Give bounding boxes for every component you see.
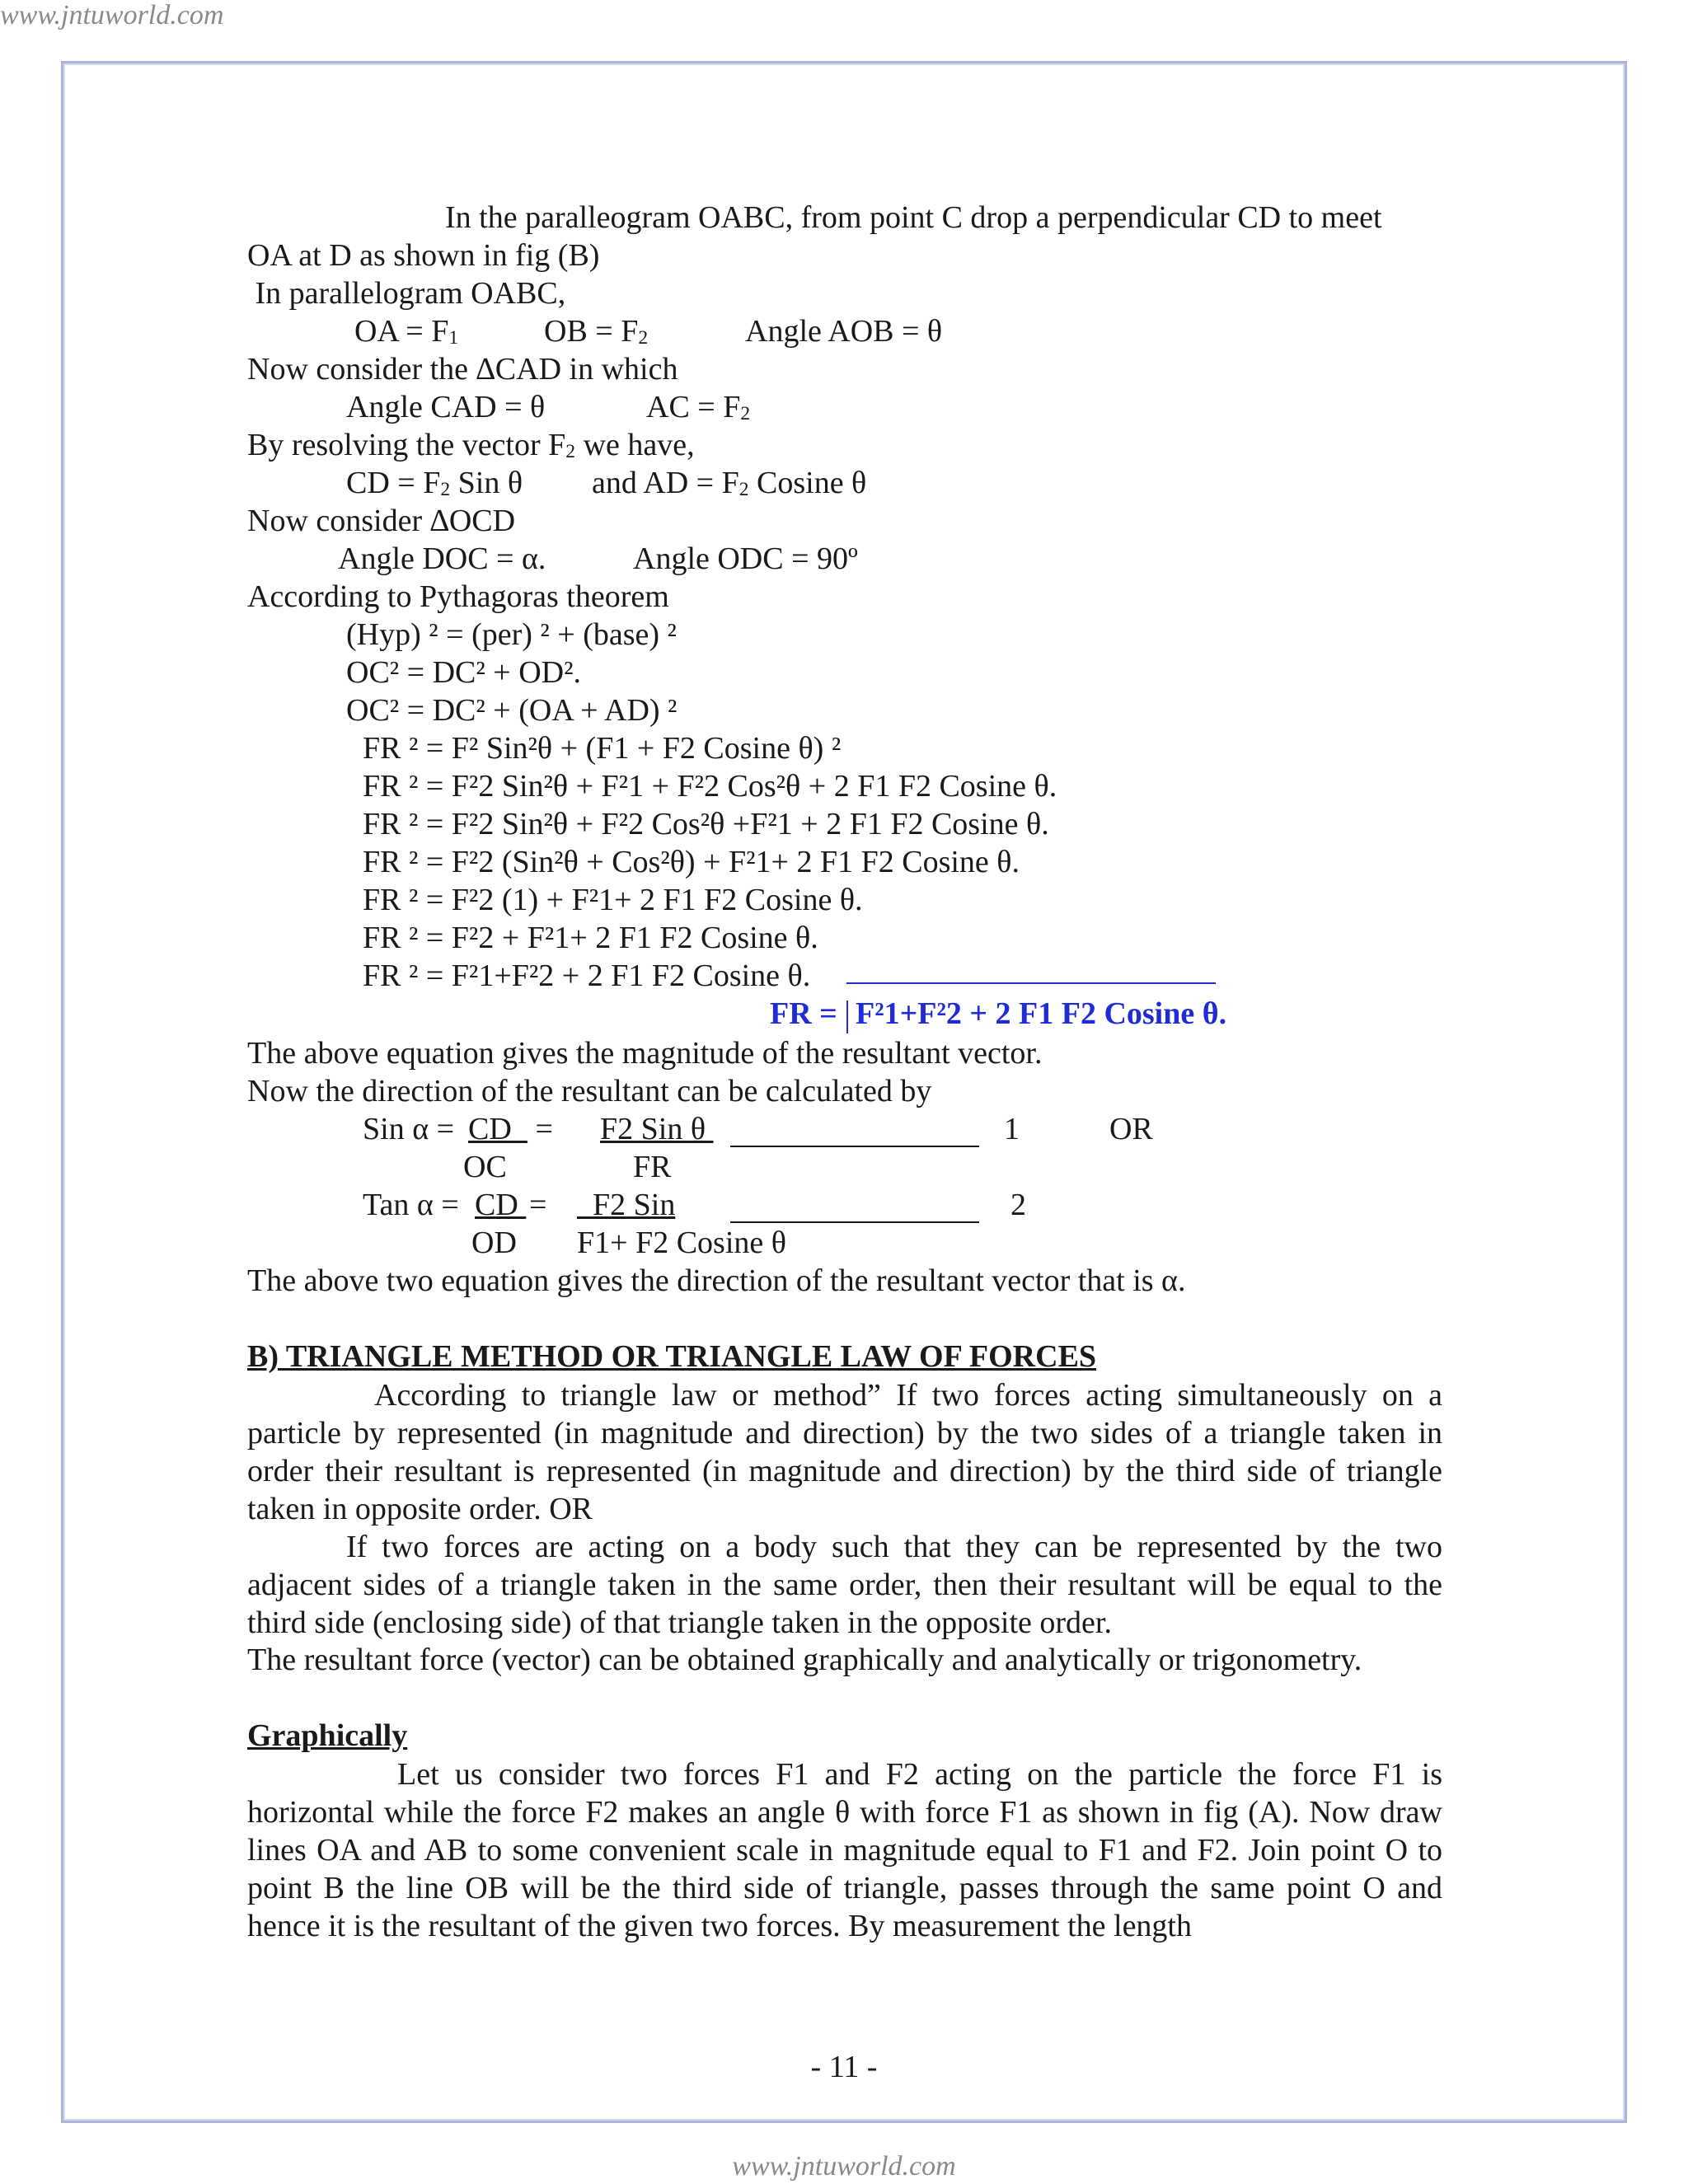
- intro-line-2: OA at D as shown in fig (B): [247, 238, 600, 273]
- oc-formula-2: OC² = DC² + (OA + AD) ²: [346, 693, 678, 728]
- angle-doc: Angle DOC = α.: [338, 541, 546, 576]
- tan-alpha-den2: F1+ F2 Cosine θ: [577, 1226, 786, 1260]
- angle-cad: Angle CAD = θ: [346, 390, 546, 424]
- fr-equation-1: FR ² = F² Sin²θ + (F1 + F2 Cosine θ) ²: [363, 731, 842, 766]
- cd-equation: CD = $F_2$ Sin θ: [346, 466, 523, 500]
- pythagoras-line: According to Pythagoras theorem: [247, 579, 669, 614]
- direction-text: Now the direction of the resultant can be calculated by: [247, 1074, 932, 1108]
- tan-alpha-num: CD: [475, 1188, 527, 1222]
- triangle-law-paragraph-2: If two forces are acting on a body such that they can be represented by the two adjacent sides of a triangle taken in the same order, then their resultant will be equal to the third side (enclosing side) of that triangle taken in the opposite order.: [247, 1530, 1442, 1640]
- sin-rule: [730, 1146, 979, 1147]
- result-lhs: FR =: [770, 996, 837, 1031]
- sin-alpha-eq: =: [528, 1112, 561, 1146]
- fr-equation-6: FR ² = F²2 + F²1+ 2 F1 F2 Cosine θ.: [363, 921, 818, 955]
- tan-alpha-eq: =: [529, 1188, 555, 1222]
- sin-alpha-num2: F2 Sin θ: [600, 1112, 714, 1146]
- watermark-bottom: www.jntuworld.com: [732, 2151, 956, 2182]
- parallelogram-line: In parallelogram OABC,: [247, 276, 566, 311]
- ad-equation: and AD = $F_2$ Cosine θ: [592, 466, 867, 500]
- tan-alpha-den: OD: [471, 1226, 517, 1260]
- angle-odc: Angle ODC = 90º: [633, 541, 858, 576]
- fr-equation-3: FR ² = F²2 Sin²θ + F²2 Cos²θ +F²1 + 2 F1 F2 Cosine θ.: [363, 807, 1049, 841]
- triangle-law-paragraph-1: According to triangle law or method” If two forces acting simultaneously on a particle by represented (in magnitude and direction) by the two sides of a triangle taken in order their resultant is represented (in magnitude and direction) by the third side of triangle taken in opposite order. OR: [247, 1378, 1442, 1526]
- sin-alpha-lhs: Sin α =: [363, 1112, 462, 1146]
- graphically-heading: Graphically: [247, 1718, 408, 1753]
- fr-equation-5: FR ² = F²2 (1) + F²1+ 2 F1 F2 Cosine θ.: [363, 883, 863, 917]
- result-rhs: F²1+F²2 + 2 F1 F2 Cosine θ.: [856, 996, 1227, 1031]
- sin-alpha-num: CD_: [468, 1112, 528, 1146]
- tan-alpha-num2: F2 Sin: [577, 1188, 676, 1222]
- fr-equation-2: FR ² = F²2 Sin²θ + F²1 + F²2 Cos²θ + 2 F1 F2 Cosine θ.: [363, 769, 1057, 804]
- fr-equation-4: FR ² = F²2 (Sin²θ + Cos²θ) + F²1+ 2 F1 F2 Cosine θ.: [363, 845, 1020, 879]
- page-number: - 11 -: [810, 2050, 878, 2084]
- oc-formula-1: OC² = DC² + OD².: [346, 655, 581, 690]
- tan-eq-number: 2: [1010, 1188, 1026, 1222]
- ac-equation: AC = $F_2$: [646, 390, 751, 424]
- sin-alpha-den2: FR: [633, 1150, 672, 1184]
- magnitude-text: The above equation gives the magnitude of the resultant vector.: [247, 1036, 1043, 1071]
- resolving-line: By resolving the vector $F_2$ we have,: [247, 428, 695, 462]
- sin-or: OR: [1109, 1112, 1153, 1146]
- direction-result: The above two equation gives the direction of the resultant vector that is α.: [247, 1263, 1186, 1298]
- watermark-top: www.jntuworld.com: [0, 0, 224, 30]
- oa-equation: OA = $F_1$: [354, 314, 459, 349]
- consider-cad: Now consider the ∆CAD in which: [247, 352, 678, 387]
- radical-sign: [846, 1001, 848, 1033]
- intro-line-1: In the paralleogram OABC, from point C drop a perpendicular CD to meet: [445, 200, 1382, 235]
- consider-ocd: Now consider ∆OCD: [247, 504, 516, 538]
- angle-aob: Angle AOB = θ: [745, 314, 943, 349]
- triangle-law-paragraph-3: The resultant force (vector) can be obtained graphically and analytically or trigonometry.: [247, 1643, 1362, 1677]
- tan-rule: [730, 1221, 979, 1223]
- graphically-paragraph: Let us consider two forces F1 and F2 acting on the particle the force F1 is horizontal while the force F2 makes an angle θ with force F1 as shown in fig (A). Now draw lines OA and AB to some convenient scale in magnitude equal to F1 and F2. Join point O to point B the line OB will be the third side of triangle, passes through the same point O and hence it is the resultant of the given two forces. By measurement the length: [247, 1757, 1442, 1943]
- radical-bar: [846, 982, 1216, 984]
- ob-equation: OB = $F_2$: [544, 314, 649, 349]
- sin-eq-number: 1: [1004, 1112, 1020, 1146]
- tan-alpha-lhs: Tan α =: [363, 1188, 467, 1222]
- sin-alpha-den: OC: [463, 1150, 507, 1184]
- pythagoras-formula: (Hyp) ² = (per) ² + (base) ²: [346, 617, 677, 652]
- fr-equation-7: FR ² = F²1+F²2 + 2 F1 F2 Cosine θ.: [363, 958, 811, 993]
- section-b-heading: B) TRIANGLE METHOD OR TRIANGLE LAW OF FORCES: [247, 1339, 1097, 1374]
